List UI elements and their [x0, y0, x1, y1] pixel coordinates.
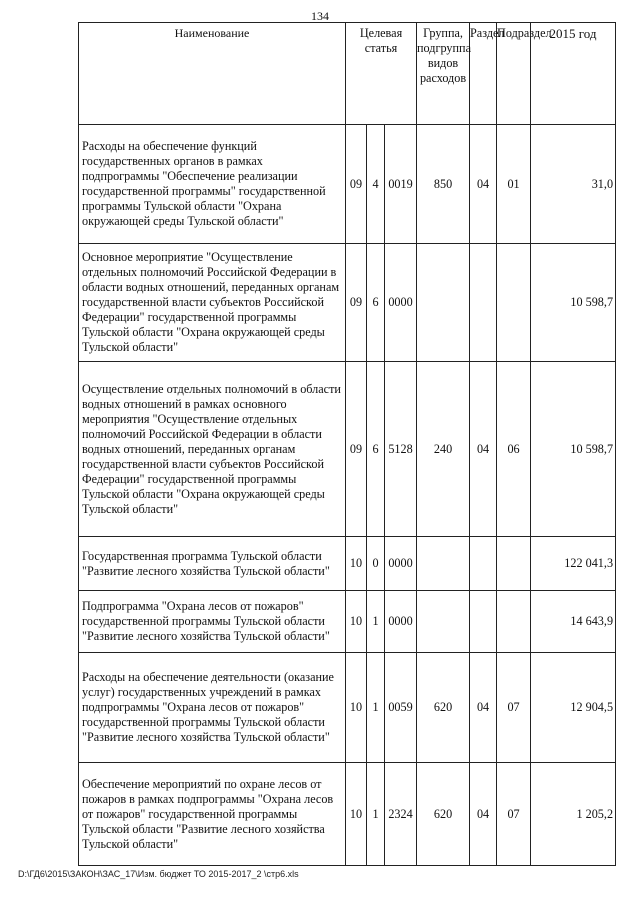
subsection-code [497, 591, 531, 653]
amount-2015: 31,0 [531, 125, 616, 244]
row-name: Государственная программа Тульской области "Развитие лесного хозяйства Тульской области" [79, 537, 346, 591]
table-header-row [79, 23, 616, 125]
table-row [79, 653, 616, 763]
target-article-part3: 0000 [385, 537, 417, 591]
section-code [470, 537, 497, 591]
table-row [79, 537, 616, 591]
subsection-code: 07 [497, 653, 531, 763]
target-article-part2: 1 [367, 591, 385, 653]
target-article-part1: 10 [346, 591, 367, 653]
target-article-part2: 6 [367, 244, 385, 362]
target-article-part1: 09 [346, 125, 367, 244]
header-name: Наименование [79, 23, 346, 125]
target-article-part1: 09 [346, 362, 367, 537]
target-article-part3: 2324 [385, 763, 417, 866]
amount-2015: 10 598,7 [531, 362, 616, 537]
subsection-code [497, 244, 531, 362]
target-article-part3: 0019 [385, 125, 417, 244]
header-target-article: Целевая статья [346, 23, 417, 125]
expense-group: 620 [417, 653, 470, 763]
expense-group [417, 244, 470, 362]
page-number: 134 [311, 9, 329, 23]
row-name: Подпрограмма "Охрана лесов от пожаров" государственной программы Тульской области "Развитие лесного хозяйства Тульской области" [79, 591, 346, 653]
subsection-code [497, 537, 531, 591]
amount-2015: 122 041,3 [531, 537, 616, 591]
row-name: Расходы на обеспечение функций государственных органов в рамках подпрограммы "Обеспечение реализации государственной программы" государственной программы Тульской области "Охрана окружающей среды Тульской области" [79, 125, 346, 244]
target-article-part2: 1 [367, 763, 385, 866]
row-name: Расходы на обеспечение деятельности (оказание услуг) государственных учреждений в рамках подпрограммы "Охрана лесов от пожаров" государственной программы Тульской области "Развитие лесного хозяйства Тульской области" [79, 653, 346, 763]
row-name: Осуществление отдельных полномочий в области водных отношений в рамках основного мероприятия "Осуществление отдельных полномочий Российской Федерации в области водных отношений, переданных органам государственной власти субъектов Российской Федерации" государственной программы Тульской области "Охрана окружающей среды Тульской области" [79, 362, 346, 537]
header-group: Группа, подгруппа видов расходов [417, 23, 470, 125]
section-code: 04 [470, 362, 497, 537]
subsection-code: 06 [497, 362, 531, 537]
target-article-part3: 0059 [385, 653, 417, 763]
section-code: 04 [470, 125, 497, 244]
amount-2015: 1 205,2 [531, 763, 616, 866]
expense-group [417, 537, 470, 591]
section-code [470, 244, 497, 362]
expense-group: 620 [417, 763, 470, 866]
target-article-part2: 1 [367, 653, 385, 763]
target-article-part2: 4 [367, 125, 385, 244]
table-row [79, 125, 616, 244]
expense-group [417, 591, 470, 653]
target-article-part3: 5128 [385, 362, 417, 537]
header-subsection: Подраздел [497, 23, 531, 125]
target-article-part1: 09 [346, 244, 367, 362]
subsection-code: 07 [497, 763, 531, 866]
table-row [79, 591, 616, 653]
target-article-part2: 0 [367, 537, 385, 591]
target-article-part1: 10 [346, 653, 367, 763]
expense-group: 850 [417, 125, 470, 244]
target-article-part2: 6 [367, 362, 385, 537]
file-path-footer: D:\ГД6\2015\ЗАКОН\ЗАС_17\Изм. бюджет ТО 2015-2017_2 \стр6.xls [18, 869, 299, 879]
header-section: Раздел [470, 23, 497, 125]
section-code: 04 [470, 763, 497, 866]
budget-table [78, 22, 616, 866]
amount-2015: 14 643,9 [531, 591, 616, 653]
table-row [79, 763, 616, 866]
target-article-part1: 10 [346, 537, 367, 591]
row-name: Основное мероприятие "Осуществление отдельных полномочий Российской Федерации в области водных отношений, переданных органам государственной власти субъектов Российской Федерации" государственной программы Тульской области "Охрана окружающей среды Тульской области" [79, 244, 346, 362]
target-article-part3: 0000 [385, 244, 417, 362]
amount-2015: 12 904,5 [531, 653, 616, 763]
amount-2015: 10 598,7 [531, 244, 616, 362]
section-code [470, 591, 497, 653]
header-year: 2015 год [531, 23, 616, 125]
expense-group: 240 [417, 362, 470, 537]
target-article-part1: 10 [346, 763, 367, 866]
section-code: 04 [470, 653, 497, 763]
subsection-code: 01 [497, 125, 531, 244]
row-name: Обеспечение мероприятий по охране лесов от пожаров в рамках подпрограммы "Охрана лесов от пожаров" государственной программы Тульской области "Развитие лесного хозяйства Тульской области" [79, 763, 346, 866]
table-row [79, 362, 616, 537]
table-row [79, 244, 616, 362]
target-article-part3: 0000 [385, 591, 417, 653]
